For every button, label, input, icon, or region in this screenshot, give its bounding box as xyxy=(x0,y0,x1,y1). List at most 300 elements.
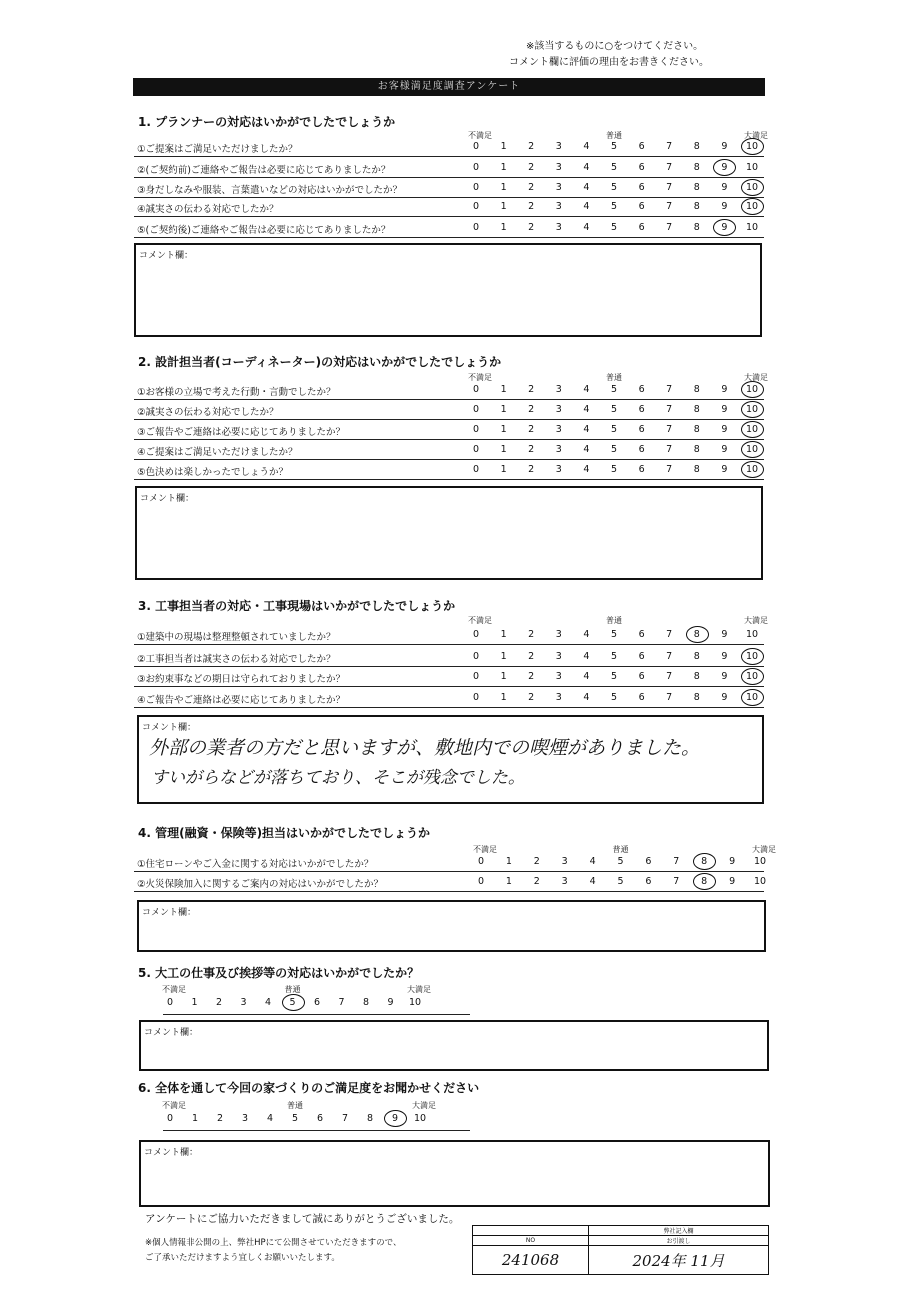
question-2-2: ②誠実さの伝わる対応でしたか？ xyxy=(137,407,279,418)
rating-option[interactable]: 8 xyxy=(693,671,700,682)
comment-box-2[interactable] xyxy=(135,486,763,580)
scale-label-mid: 普通 xyxy=(612,845,629,854)
rating-option[interactable]: 6 xyxy=(638,384,645,395)
rating-option[interactable]: 7 xyxy=(666,182,673,193)
rating-option[interactable]: 6 xyxy=(316,1113,324,1124)
rating-option[interactable]: 2 xyxy=(528,384,535,395)
rating-option[interactable]: 3 xyxy=(555,384,562,395)
section-6-heading: 6. 全体を通して今回の家づくりのご満足度をお聞かせください xyxy=(138,1081,480,1095)
rating-option[interactable]: 3 xyxy=(555,141,562,152)
rating-option[interactable]: 0 xyxy=(472,222,480,233)
question-3-2: ②工事担当者は誠実さの伝わる対応でしたか？ xyxy=(137,654,336,665)
rating-option[interactable]: 0 xyxy=(472,162,480,173)
selected-rating-circle xyxy=(741,401,764,418)
office-use-table xyxy=(472,1225,769,1275)
rating-option[interactable]: 3 xyxy=(555,201,562,212)
rating-option[interactable]: 8 xyxy=(693,222,700,233)
rating-option[interactable]: 8 xyxy=(366,1113,374,1124)
question-rule xyxy=(134,686,764,687)
rating-option[interactable]: 3 xyxy=(561,876,568,887)
rating-option[interactable]: 9 xyxy=(721,629,728,640)
scale-label-high: 大満足 xyxy=(412,1101,436,1110)
rating-option[interactable]: 4 xyxy=(583,424,590,435)
rating-option[interactable]: 0 xyxy=(472,444,480,455)
rating-option[interactable]: 1 xyxy=(500,444,507,455)
rating-option[interactable]: 5 xyxy=(617,856,624,867)
rating-option[interactable]: 10 xyxy=(745,404,759,415)
rating-option[interactable]: 2 xyxy=(528,424,535,435)
rating-option[interactable]: 9 xyxy=(721,464,728,475)
section-5-heading: 5. 大工の仕事及び挨拶等の対応はいかがでしたか？ xyxy=(138,966,420,980)
rating-option[interactable]: 1 xyxy=(500,671,507,682)
rating-option[interactable]: 7 xyxy=(666,629,673,640)
rating-option[interactable]: 2 xyxy=(528,201,535,212)
rating-option[interactable]: 8 xyxy=(693,182,700,193)
rating-option[interactable]: 2 xyxy=(533,856,540,867)
comment-box-1[interactable] xyxy=(134,243,762,337)
rating-option[interactable]: 2 xyxy=(528,162,535,173)
rating-option[interactable]: 1 xyxy=(500,222,507,233)
section-2-heading: 2. 設計担当者(コーディネーター)の対応はいかがでしたでしょうか xyxy=(138,355,502,369)
comment-label: コメント欄： xyxy=(144,1028,199,1038)
rating-option[interactable]: 0 xyxy=(472,692,480,703)
rating-option[interactable]: 1 xyxy=(500,629,507,640)
rating-option[interactable]: 7 xyxy=(666,424,673,435)
rating-option[interactable]: 6 xyxy=(638,692,645,703)
question-3-1: ①建築中の現場は整理整頓されていましたか？ xyxy=(137,632,336,643)
rating-option[interactable]: 0 xyxy=(472,629,480,640)
rating-option[interactable]: 6 xyxy=(645,876,652,887)
rating-option[interactable]: 8 xyxy=(693,384,700,395)
question-rule xyxy=(134,177,764,178)
rating-option[interactable]: 0 xyxy=(472,201,480,212)
rating-option[interactable]: 10 xyxy=(745,629,759,640)
survey-title: お客様満足度調査アンケート xyxy=(133,78,765,96)
question-rule xyxy=(134,237,764,238)
rating-option[interactable]: 7 xyxy=(666,444,673,455)
question-rule xyxy=(134,459,764,460)
rating-option[interactable]: 6 xyxy=(638,222,645,233)
rating-option[interactable]: 2 xyxy=(528,182,535,193)
rating-option[interactable]: 1 xyxy=(500,182,507,193)
rating-option[interactable]: 4 xyxy=(583,671,590,682)
rating-option[interactable]: 9 xyxy=(729,856,736,867)
rating-option[interactable]: 9 xyxy=(721,671,728,682)
question-1-5: ⑤(ご契約後)ご連絡やご報告は必要に応じてありましたか？ xyxy=(137,225,391,236)
rating-option[interactable]: 10 xyxy=(745,692,759,703)
rating-option[interactable]: 3 xyxy=(555,651,562,662)
rating-option[interactable]: 7 xyxy=(666,162,673,173)
handwritten-comment-line: すいがらなどが落ちており、そこが残念でした。 xyxy=(151,768,525,788)
rating-option[interactable]: 1 xyxy=(500,464,507,475)
selected-rating-circle xyxy=(741,381,764,398)
rating-option[interactable]: 6 xyxy=(638,464,645,475)
rating-option[interactable]: 7 xyxy=(666,384,673,395)
rating-option[interactable]: 1 xyxy=(500,384,507,395)
rating-option[interactable]: 8 xyxy=(693,162,700,173)
rating-option[interactable]: 3 xyxy=(555,444,562,455)
rating-option[interactable]: 7 xyxy=(666,464,673,475)
rating-option[interactable]: 6 xyxy=(638,141,645,152)
rating-option[interactable]: 5 xyxy=(610,692,618,703)
question-rule xyxy=(134,479,764,480)
rating-option[interactable]: 9 xyxy=(391,1113,399,1124)
rating-option[interactable]: 6 xyxy=(638,182,645,193)
rating-option[interactable]: 0 xyxy=(477,856,485,867)
rating-option[interactable]: 0 xyxy=(472,384,480,395)
rating-option[interactable]: 10 xyxy=(413,1113,427,1124)
rating-option[interactable]: 4 xyxy=(583,651,590,662)
rating-option[interactable]: 7 xyxy=(341,1113,349,1124)
question-2-3: ③ご報告やご連絡は必要に応じてありましたか？ xyxy=(137,427,346,438)
rating-option[interactable]: 9 xyxy=(721,651,728,662)
rating-option[interactable]: 5 xyxy=(617,876,624,887)
scale-label-low: 不満足 xyxy=(162,1101,186,1110)
rating-option[interactable]: 1 xyxy=(500,651,507,662)
rating-option[interactable]: 8 xyxy=(693,444,700,455)
rating-option[interactable]: 0 xyxy=(472,404,480,415)
rating-option[interactable]: 4 xyxy=(583,182,590,193)
rating-option[interactable]: 2 xyxy=(216,1113,224,1124)
rating-option[interactable]: 5 xyxy=(610,384,618,395)
section-4-heading: 4. 管理(融資・保険等)担当はいかがでしたでしょうか xyxy=(138,826,431,840)
question-4-2: ②火災保険加入に関するご案内の対応はいかがでしたか？ xyxy=(137,879,384,890)
scale-label-mid: 普通 xyxy=(606,616,622,625)
handover-date[interactable]: 2024年 11月 xyxy=(589,1246,769,1275)
rating-option[interactable]: 4 xyxy=(583,141,590,152)
question-rule xyxy=(134,707,764,708)
rating-option[interactable]: 4 xyxy=(266,1113,274,1124)
rating-option[interactable]: 10 xyxy=(745,671,759,682)
rating-underline xyxy=(163,1014,470,1015)
rating-option[interactable]: 9 xyxy=(721,384,728,395)
rating-option[interactable]: 9 xyxy=(729,876,736,887)
rating-option[interactable]: 10 xyxy=(745,222,759,233)
rating-option[interactable]: 0 xyxy=(472,424,480,435)
rating-option[interactable]: 7 xyxy=(666,404,673,415)
rating-option[interactable]: 2 xyxy=(528,629,535,640)
comment-box-4[interactable] xyxy=(137,900,766,952)
rating-option[interactable]: 10 xyxy=(745,464,759,475)
question-3-3: ③お約束事などの期日は守られておりましたか？ xyxy=(137,674,346,685)
section-3-heading: 3. 工事担当者の対応・工事現場はいかがでしたでしょうか xyxy=(138,599,456,613)
selected-rating-circle xyxy=(384,1110,407,1127)
rating-option[interactable]: 9 xyxy=(721,444,728,455)
rating-option[interactable]: 0 xyxy=(472,182,480,193)
rating-option[interactable]: 1 xyxy=(500,141,507,152)
question-4-1: ①住宅ローンやご入金に関する対応はいかがでしたか？ xyxy=(137,859,374,870)
scale-label-high: 大満足 xyxy=(744,616,768,625)
rating-option[interactable]: 6 xyxy=(638,671,645,682)
rating-option[interactable]: 2 xyxy=(528,651,535,662)
rating-option[interactable]: 3 xyxy=(555,162,562,173)
rating-option[interactable]: 3 xyxy=(241,1113,249,1124)
comment-label: コメント欄： xyxy=(142,723,197,733)
rating-option[interactable]: 7 xyxy=(666,222,673,233)
rating-option[interactable]: 0 xyxy=(472,141,480,152)
rating-option[interactable]: 3 xyxy=(555,671,562,682)
rating-option[interactable]: 4 xyxy=(264,997,272,1008)
rating-option[interactable]: 10 xyxy=(745,424,759,435)
rating-option[interactable]: 6 xyxy=(638,404,645,415)
rating-option[interactable]: 10 xyxy=(745,384,759,395)
rating-option[interactable]: 3 xyxy=(555,629,562,640)
rating-option[interactable]: 9 xyxy=(387,997,394,1008)
rating-option[interactable]: 3 xyxy=(555,182,562,193)
selected-rating-circle xyxy=(713,219,736,236)
rating-option[interactable]: 7 xyxy=(338,997,345,1008)
selected-rating-circle xyxy=(686,626,709,643)
rating-option[interactable]: 8 xyxy=(693,141,700,152)
rating-option[interactable]: 2 xyxy=(528,222,535,233)
rating-option[interactable]: 8 xyxy=(701,876,708,887)
rating-option[interactable]: 8 xyxy=(693,629,700,640)
rating-option[interactable]: 4 xyxy=(583,404,590,415)
question-rule xyxy=(134,216,764,217)
rating-option[interactable]: 5 xyxy=(610,444,618,455)
scale-label-mid: 普通 xyxy=(606,373,622,382)
selected-rating-circle xyxy=(741,179,764,196)
question-rule xyxy=(134,419,764,420)
scale-label-mid: 普通 xyxy=(287,1101,303,1110)
comment-label: コメント欄： xyxy=(142,908,197,918)
selected-rating-circle xyxy=(741,421,764,438)
selected-rating-circle xyxy=(693,873,716,890)
rating-option[interactable]: 5 xyxy=(610,424,618,435)
rating-option[interactable]: 1 xyxy=(505,876,512,887)
rating-option[interactable]: 1 xyxy=(500,692,507,703)
scale-label-low: 不満足 xyxy=(162,985,186,994)
rating-option[interactable]: 2 xyxy=(528,444,535,455)
rating-option[interactable]: 9 xyxy=(721,201,728,212)
question-2-1: ①お客様の立場で考えた行動・言動でしたか？ xyxy=(137,387,336,398)
comment-box-6[interactable] xyxy=(139,1140,770,1207)
question-1-1: ①ご提案はご満足いただけましたか？ xyxy=(137,144,298,155)
scale-label-high: 大満足 xyxy=(752,845,776,854)
rating-option[interactable]: 5 xyxy=(610,182,618,193)
question-3-4: ④ご報告やご連絡は必要に応じてありましたか？ xyxy=(137,695,346,706)
question-rule xyxy=(134,197,764,198)
rating-option[interactable]: 8 xyxy=(693,201,700,212)
rating-option[interactable]: 1 xyxy=(500,404,507,415)
rating-option[interactable]: 5 xyxy=(610,629,618,640)
selected-rating-circle xyxy=(741,138,764,155)
scale-label-low: 不満足 xyxy=(468,131,492,140)
rating-option[interactable]: 4 xyxy=(583,201,590,212)
rating-option[interactable]: 3 xyxy=(555,222,562,233)
rating-option[interactable]: 5 xyxy=(610,222,618,233)
instruction-2: コメント欄に評価の理由をお書きください。 xyxy=(509,57,709,68)
rating-option[interactable]: 9 xyxy=(721,692,728,703)
rating-option[interactable]: 9 xyxy=(721,141,728,152)
rating-option[interactable]: 4 xyxy=(583,629,590,640)
rating-option[interactable]: 6 xyxy=(638,444,645,455)
rating-option[interactable]: 0 xyxy=(166,1113,174,1124)
rating-option[interactable]: 8 xyxy=(701,856,708,867)
scale-label-high: 大満足 xyxy=(744,373,768,382)
handover-label: お引渡し xyxy=(589,1236,769,1246)
question-rule xyxy=(134,399,764,400)
rating-option[interactable]: 7 xyxy=(666,671,673,682)
rating-option[interactable]: 10 xyxy=(745,651,759,662)
question-rule xyxy=(134,666,764,667)
comment-box-5[interactable] xyxy=(139,1020,769,1071)
rating-option[interactable]: 8 xyxy=(693,464,700,475)
privacy-note-2: ご了承いただけますよう宜しくお願いいたします。 xyxy=(145,1253,340,1263)
comment-label: コメント欄： xyxy=(144,1148,199,1158)
rating-option[interactable]: 7 xyxy=(673,876,680,887)
rating-option[interactable]: 6 xyxy=(638,651,645,662)
rating-option[interactable]: 4 xyxy=(589,856,596,867)
rating-option[interactable]: 1 xyxy=(500,162,507,173)
rating-option[interactable]: 6 xyxy=(638,424,645,435)
rating-option[interactable]: 10 xyxy=(745,182,759,193)
selected-rating-circle xyxy=(741,441,764,458)
no-label: NO xyxy=(473,1236,589,1246)
rating-option[interactable]: 1 xyxy=(505,856,512,867)
rating-underline xyxy=(163,1130,470,1131)
rating-option[interactable]: 6 xyxy=(645,856,652,867)
comment-box-3[interactable] xyxy=(137,715,764,804)
rating-option[interactable]: 3 xyxy=(555,404,562,415)
selected-rating-circle xyxy=(741,461,764,478)
question-1-2: ②(ご契約前)ご連絡やご報告は必要に応じてありましたか？ xyxy=(137,165,391,176)
scale-label-mid: 普通 xyxy=(284,985,301,994)
rating-option[interactable]: 2 xyxy=(215,997,223,1008)
rating-option[interactable]: 9 xyxy=(721,182,728,193)
rating-option[interactable]: 0 xyxy=(472,651,480,662)
rating-option[interactable]: 8 xyxy=(693,692,700,703)
rating-option[interactable]: 7 xyxy=(666,141,673,152)
rating-option[interactable]: 3 xyxy=(240,997,247,1008)
rating-option[interactable]: 8 xyxy=(362,997,370,1008)
question-rule xyxy=(134,156,764,157)
rating-option[interactable]: 0 xyxy=(472,464,480,475)
selected-rating-circle xyxy=(741,668,764,685)
rating-option[interactable]: 2 xyxy=(528,464,535,475)
rating-option[interactable]: 7 xyxy=(666,651,673,662)
rating-option[interactable]: 5 xyxy=(610,201,618,212)
no-value[interactable]: 241068 xyxy=(473,1246,589,1275)
privacy-note-1: ※個人情報非公開の上、弊社HPにて公開させていただきますので、 xyxy=(145,1238,402,1248)
question-2-4: ④ご提案はご満足いただけましたか？ xyxy=(137,447,298,458)
selected-rating-circle xyxy=(741,648,764,665)
rating-option[interactable]: 4 xyxy=(583,384,590,395)
rating-option[interactable]: 4 xyxy=(583,464,590,475)
rating-option[interactable]: 1 xyxy=(500,424,507,435)
handwritten-comment-line: 外部の業者の方だと思いますが、敷地内での喫煙がありました。 xyxy=(149,737,701,759)
selected-rating-circle xyxy=(741,689,764,706)
rating-option[interactable]: 10 xyxy=(745,162,759,173)
rating-option[interactable]: 4 xyxy=(589,876,596,887)
rating-option[interactable]: 5 xyxy=(610,162,618,173)
scale-label-high: 大満足 xyxy=(407,985,431,994)
question-1-4: ④誠実さの伝わる対応でしたか？ xyxy=(137,204,279,215)
rating-option[interactable]: 10 xyxy=(745,141,759,152)
rating-option[interactable]: 8 xyxy=(693,651,700,662)
rating-option[interactable]: 0 xyxy=(472,671,480,682)
rating-option[interactable]: 0 xyxy=(477,876,485,887)
rating-option[interactable]: 3 xyxy=(561,856,568,867)
rating-option[interactable]: 10 xyxy=(408,997,422,1008)
rating-option[interactable]: 2 xyxy=(533,876,540,887)
rating-option[interactable]: 2 xyxy=(528,141,535,152)
question-rule xyxy=(134,439,764,440)
rating-option[interactable]: 1 xyxy=(191,997,198,1008)
rating-option[interactable]: 2 xyxy=(528,404,535,415)
rating-option[interactable]: 3 xyxy=(555,424,562,435)
rating-option[interactable]: 4 xyxy=(583,444,590,455)
rating-option[interactable]: 5 xyxy=(291,1113,299,1124)
question-rule xyxy=(134,871,764,872)
thanks-text: アンケートにご協力いただきまして誠にありがとうございました。 xyxy=(145,1213,460,1225)
selected-rating-circle xyxy=(741,198,764,215)
rating-option[interactable]: 5 xyxy=(610,404,618,415)
rating-option[interactable]: 9 xyxy=(721,404,728,415)
scale-label-low: 不満足 xyxy=(468,616,492,625)
rating-option[interactable]: 9 xyxy=(721,162,728,173)
selected-rating-circle xyxy=(693,853,716,870)
rating-option[interactable]: 10 xyxy=(745,444,759,455)
rating-option[interactable]: 7 xyxy=(673,856,680,867)
rating-option[interactable]: 6 xyxy=(313,997,321,1008)
rating-option[interactable]: 4 xyxy=(583,692,590,703)
rating-option[interactable]: 2 xyxy=(528,692,535,703)
rating-option[interactable]: 4 xyxy=(583,222,590,233)
rating-option[interactable]: 10 xyxy=(753,876,767,887)
rating-option[interactable]: 4 xyxy=(583,162,590,173)
rating-option[interactable]: 5 xyxy=(289,997,296,1008)
rating-option[interactable]: 3 xyxy=(555,464,562,475)
question-2-5: ⑤色決めは楽しかったでしょうか？ xyxy=(137,467,289,478)
instruction-1: ※該当するものに○をつけてください。 xyxy=(526,41,704,52)
comment-label: コメント欄： xyxy=(140,494,195,504)
rating-option[interactable]: 1 xyxy=(500,201,507,212)
rating-option[interactable]: 1 xyxy=(191,1113,199,1124)
scale-label-low: 不満足 xyxy=(468,373,492,382)
rating-option[interactable]: 5 xyxy=(610,651,618,662)
rating-option[interactable]: 10 xyxy=(753,856,767,867)
scale-label-mid: 普通 xyxy=(606,131,622,140)
rating-option[interactable]: 3 xyxy=(555,692,562,703)
question-1-3: ③身だしなみや服装、言葉遣いなどの対応はいかがでしたか？ xyxy=(137,185,403,196)
rating-option[interactable]: 2 xyxy=(528,671,535,682)
rating-option[interactable]: 6 xyxy=(638,162,645,173)
rating-option[interactable]: 7 xyxy=(666,692,673,703)
comment-label: コメント欄： xyxy=(139,251,194,261)
section-1-heading: 1. プランナーの対応はいかがでしたでしょうか xyxy=(138,115,396,129)
selected-rating-circle xyxy=(282,994,305,1011)
rating-option[interactable]: 9 xyxy=(721,424,728,435)
office-use-label: 弊社記入欄 xyxy=(589,1226,769,1236)
question-rule xyxy=(134,644,764,645)
rating-option[interactable]: 8 xyxy=(693,404,700,415)
rating-option[interactable]: 6 xyxy=(638,201,645,212)
rating-option[interactable]: 0 xyxy=(166,997,174,1008)
selected-rating-circle xyxy=(713,159,736,176)
rating-option[interactable]: 5 xyxy=(610,464,618,475)
rating-option[interactable]: 9 xyxy=(721,222,728,233)
question-rule xyxy=(134,891,764,892)
rating-option[interactable]: 5 xyxy=(610,671,618,682)
scale-label-low: 不満足 xyxy=(473,845,497,854)
scale-label-high: 大満足 xyxy=(744,131,768,140)
rating-option[interactable]: 5 xyxy=(610,141,618,152)
rating-option[interactable]: 8 xyxy=(693,424,700,435)
rating-option[interactable]: 6 xyxy=(638,629,645,640)
rating-option[interactable]: 10 xyxy=(745,201,759,212)
rating-option[interactable]: 7 xyxy=(666,201,673,212)
